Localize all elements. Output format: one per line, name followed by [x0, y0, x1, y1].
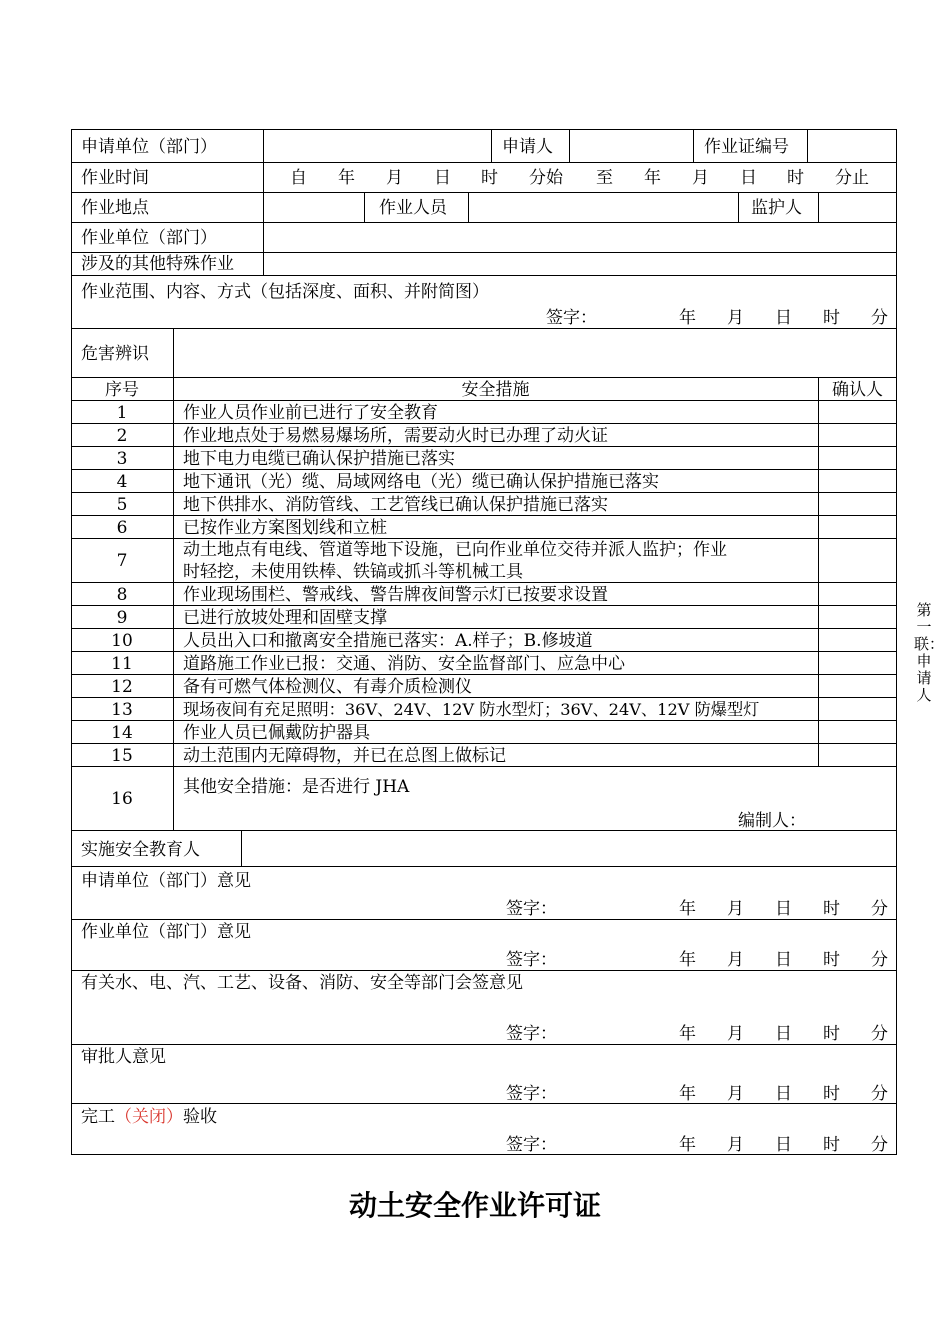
sign-month: 月 — [727, 1024, 744, 1044]
measure-no: 16 — [111, 789, 133, 809]
measure-text: 动土范围内无障碍物，并已在总图上做标记 — [183, 746, 506, 766]
measure-no: 11 — [111, 654, 133, 674]
measure-no: 2 — [116, 426, 128, 446]
row-divider — [71, 674, 897, 675]
sign-minute: 分 — [871, 1084, 888, 1104]
row-divider — [71, 1044, 897, 1045]
time-part: 至 — [596, 168, 613, 188]
sign-label: 签字： — [506, 1135, 557, 1155]
col-divider — [738, 192, 739, 222]
measure-no: 5 — [116, 495, 128, 515]
row-divider — [71, 222, 897, 223]
completion-prefix: 完工 — [81, 1107, 115, 1127]
work-location-label: 作业地点 — [81, 198, 149, 218]
row-divider — [71, 628, 897, 629]
measure-text: 道路施工作业已报：交通、消防、安全监督部门、应急中心 — [183, 654, 625, 674]
row-divider — [71, 651, 897, 652]
measure-no: 7 — [116, 551, 128, 571]
row-divider — [71, 970, 897, 971]
sign-minute: 分 — [871, 950, 888, 970]
sign-day: 日 — [775, 950, 792, 970]
scope-label: 作业范围、内容、方式（包括深度、面积、并附简图） — [81, 282, 489, 302]
sign-hour: 时 — [823, 950, 840, 970]
col-divider — [818, 192, 819, 222]
work-unit-label: 作业单位（部门） — [81, 228, 217, 248]
measure-no: 13 — [111, 700, 133, 720]
sign-hour: 时 — [823, 1024, 840, 1044]
row-divider — [71, 492, 897, 493]
measure-header: 安全措施 — [461, 380, 530, 400]
row-divider — [71, 515, 897, 516]
measure-text: 动土地点有电线、管道等地下设施，已向作业单位交待并派人监护；作业 — [183, 540, 727, 560]
sign-minute: 分 — [871, 1135, 888, 1155]
measure-no: 4 — [116, 472, 128, 492]
measure-text: 作业现场围栏、警戒线、警告牌夜间警示灯已按要求设置 — [183, 585, 608, 605]
row-divider — [71, 328, 897, 329]
work-unit-opinion-label: 作业单位（部门）意见 — [81, 922, 251, 942]
measure-no: 15 — [111, 746, 133, 766]
row-divider — [71, 582, 897, 583]
measure-text: 作业地点处于易燃易爆场所，需要动火时已办理了动火证 — [183, 426, 608, 446]
measure-no: 14 — [111, 723, 133, 743]
time-part: 日 — [434, 168, 451, 188]
confirm-header: 确认人 — [832, 380, 883, 400]
measure-text: 已按作业方案图划线和立桩 — [183, 518, 387, 538]
apply-unit-label: 申请单位（部门） — [81, 137, 217, 157]
measure-text: 现场夜间有充足照明：36V、24V、12V 防水型灯；36V、24V、12V 防爆型灯 — [183, 700, 760, 719]
permit-no-label: 作业证编号 — [704, 137, 789, 157]
measure-no: 8 — [116, 585, 128, 605]
measure-text: 作业人员作业前已进行了安全教育 — [183, 403, 438, 423]
sign-year: 年 — [679, 308, 696, 328]
col-divider — [491, 129, 492, 162]
time-part: 月 — [386, 168, 403, 188]
measure-text: 地下电力电缆已确认保护措施已落实 — [183, 449, 455, 469]
sign-minute: 分 — [871, 899, 888, 919]
measure-no: 12 — [111, 677, 133, 697]
sign-day: 日 — [775, 308, 792, 328]
sign-month: 月 — [727, 899, 744, 919]
col-divider — [807, 129, 808, 162]
apply-unit-opinion-label: 申请单位（部门）意见 — [81, 871, 251, 891]
applicant-label: 申请人 — [502, 137, 553, 157]
measure-no: 1 — [116, 403, 128, 423]
guardian-label: 监护人 — [751, 198, 802, 218]
col-divider — [693, 129, 694, 162]
row-divider — [71, 743, 897, 744]
sign-year: 年 — [679, 1084, 696, 1104]
row-divider — [71, 697, 897, 698]
row-divider — [71, 192, 897, 193]
measure-text: 备有可燃气体检测仪、有毒介质检测仪 — [183, 677, 472, 697]
row-divider — [71, 446, 897, 447]
sign-year: 年 — [679, 1024, 696, 1044]
sign-label: 签字： — [506, 899, 557, 919]
sign-label: 签字： — [506, 1024, 557, 1044]
row-divider — [71, 400, 897, 401]
hazard-label: 危害辨识 — [81, 344, 149, 364]
sign-year: 年 — [679, 899, 696, 919]
time-part: 月 — [692, 168, 709, 188]
sign-day: 日 — [775, 1024, 792, 1044]
col-divider — [569, 129, 570, 162]
completion-suffix: 验收 — [183, 1107, 217, 1127]
measure-no: 10 — [111, 631, 133, 651]
measure-text: 人员出入口和撤离安全措施已落实：A.样子；B.修坡道 — [183, 631, 593, 651]
row-divider — [71, 423, 897, 424]
sign-minute: 分 — [871, 1024, 888, 1044]
time-part: 分始 — [529, 168, 563, 188]
measure-text: 地下供排水、消防管线、工艺管线已确认保护措施已落实 — [183, 495, 608, 515]
row-divider — [71, 605, 897, 606]
completion-closed: （关闭） — [115, 1107, 183, 1127]
education-label: 实施安全教育人 — [81, 840, 200, 860]
sign-hour: 时 — [823, 899, 840, 919]
work-time-label: 作业时间 — [81, 168, 149, 188]
measure-text: 已进行放坡处理和固壁支撑 — [183, 608, 387, 628]
measure-text-line2: 时轻挖，未使用铁棒、铁镐或抓斗等机械工具 — [183, 562, 523, 582]
sign-hour: 时 — [823, 308, 840, 328]
col-divider — [241, 830, 242, 866]
sign-month: 月 — [727, 308, 744, 328]
departments-opinion-label: 有关水、电、汽、工艺、设备、消防、安全等部门会签意见 — [81, 973, 523, 993]
row-divider — [71, 377, 897, 378]
sign-hour: 时 — [823, 1084, 840, 1104]
row-divider — [71, 538, 897, 539]
measure-text: 其他安全措施：是否进行 JHA — [183, 777, 410, 797]
col-divider — [364, 192, 365, 222]
col-divider — [173, 328, 174, 830]
sign-day: 日 — [775, 899, 792, 919]
workers-label: 作业人员 — [379, 198, 447, 218]
row-divider — [71, 162, 897, 163]
row-divider — [71, 469, 897, 470]
measure-no: 9 — [116, 608, 128, 628]
sign-minute: 分 — [871, 308, 888, 328]
sign-label: 签字： — [546, 308, 597, 328]
copy-note: 第一联：申请人 — [914, 601, 945, 704]
special-work-label: 涉及的其他特殊作业 — [81, 254, 234, 274]
row-divider — [71, 919, 897, 920]
sign-hour: 时 — [823, 1135, 840, 1155]
sign-month: 月 — [727, 950, 744, 970]
row-divider — [71, 252, 897, 253]
measure-no: 6 — [116, 518, 128, 538]
sign-month: 月 — [727, 1084, 744, 1104]
col-divider — [263, 129, 264, 162]
sign-month: 月 — [727, 1135, 744, 1155]
col-divider — [263, 162, 264, 275]
measure-no: 3 — [116, 449, 128, 469]
time-part: 时 — [481, 168, 498, 188]
time-part: 年 — [644, 168, 661, 188]
row-divider — [71, 866, 897, 867]
compiler-label: 编制人： — [738, 811, 806, 831]
sign-label: 签字： — [506, 1084, 557, 1104]
measure-no-header: 序号 — [105, 380, 139, 400]
approver-opinion-label: 审批人意见 — [81, 1047, 166, 1067]
sign-year: 年 — [679, 1135, 696, 1155]
row-divider — [71, 275, 897, 276]
sign-year: 年 — [679, 950, 696, 970]
row-divider — [71, 766, 897, 767]
time-part: 自 — [290, 168, 307, 188]
time-part: 年 — [338, 168, 355, 188]
measure-text: 作业人员已佩戴防护器具 — [183, 723, 370, 743]
time-part: 时 — [787, 168, 804, 188]
time-part: 日 — [740, 168, 757, 188]
col-divider — [818, 377, 819, 766]
measure-text: 地下通讯（光）缆、局域网络电（光）缆已确认保护措施已落实 — [183, 472, 659, 492]
col-divider — [468, 192, 469, 222]
sign-day: 日 — [775, 1084, 792, 1104]
time-part: 分止 — [835, 168, 869, 188]
sign-label: 签字： — [506, 950, 557, 970]
sign-day: 日 — [775, 1135, 792, 1155]
document-title: 动土安全作业许可证 — [348, 1189, 601, 1222]
row-divider — [71, 720, 897, 721]
completion-label — [81, 1107, 217, 1127]
row-divider — [71, 1103, 897, 1104]
